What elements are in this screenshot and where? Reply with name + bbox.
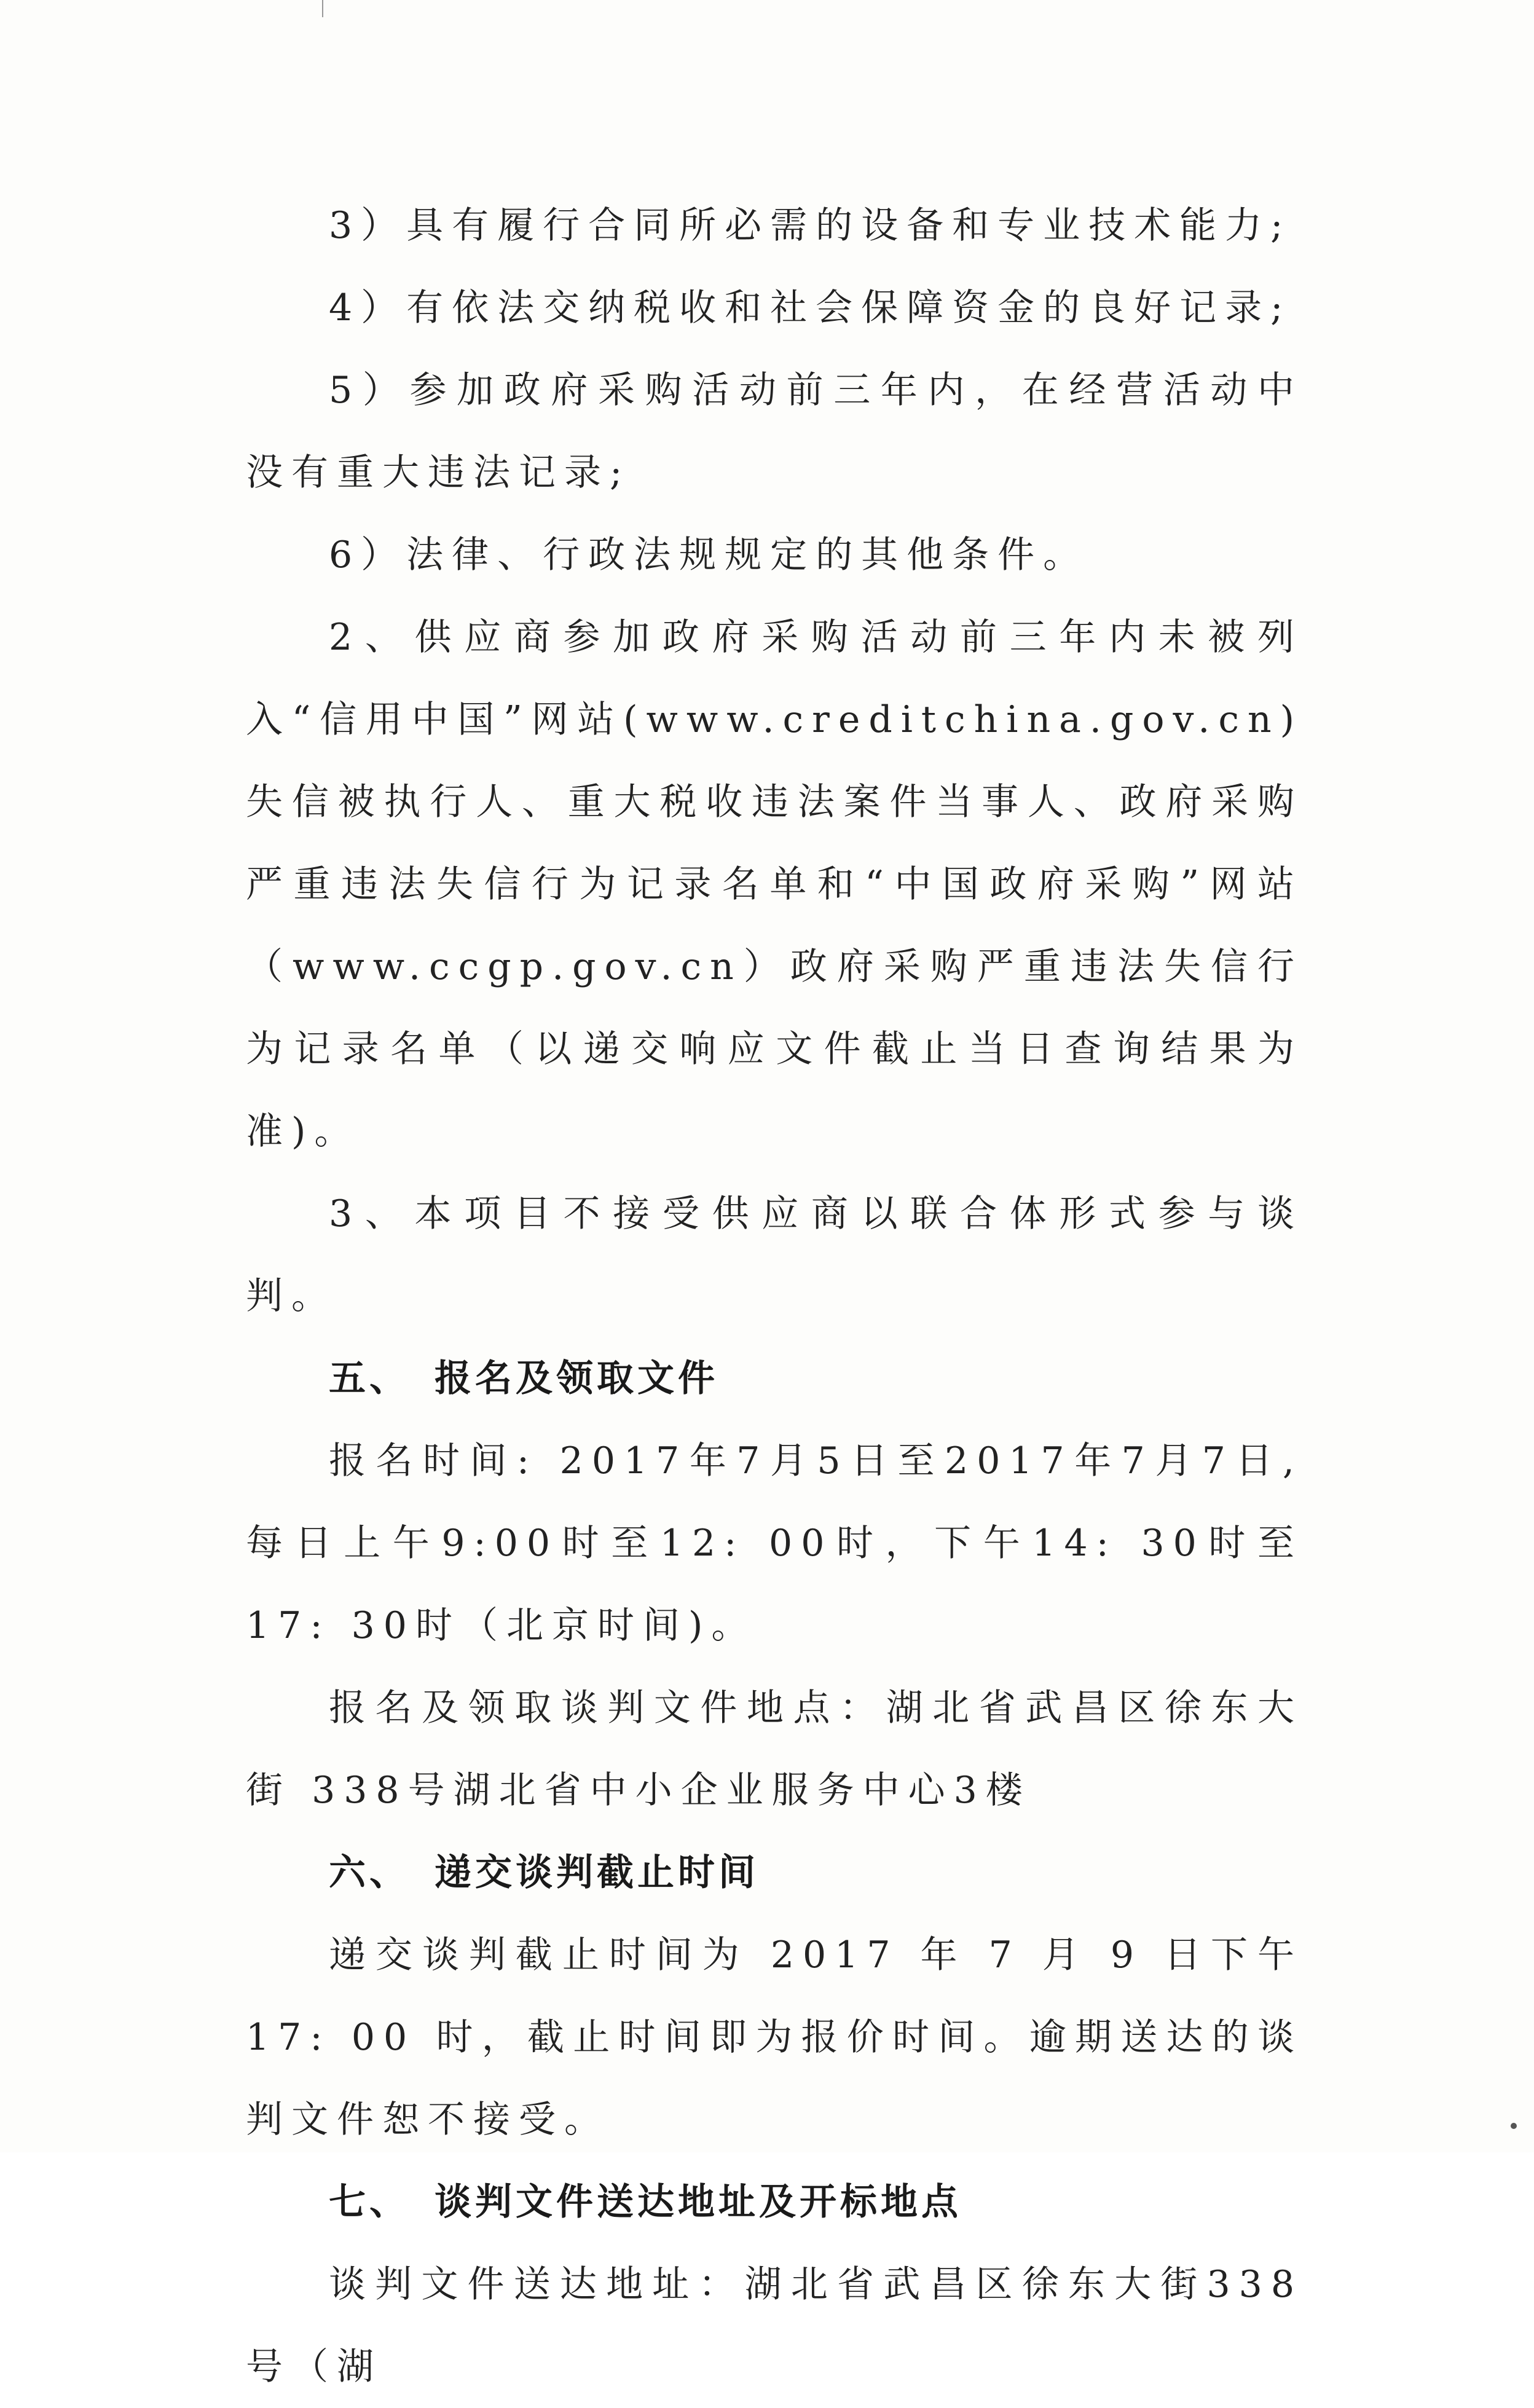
section-number: 五、	[329, 1357, 410, 1400]
clause-3-no-consortium: 3、本项目不接受供应商以联合体形式参与谈判。	[246, 1192, 1303, 1318]
section-5-heading	[246, 1337, 1303, 1420]
section-6-heading	[246, 1832, 1303, 1914]
section-title: 报名及领取文件	[435, 1357, 718, 1400]
section-title: 递交谈判截止时间	[435, 1851, 759, 1894]
clause-2-credit: 2、供应商参加政府采购活动前三年内未被列入“信用中国”网站(www.creditchina.gov.cn)失信被执行人、重大税收违法案件当事人、政府采购严重违法失信行为记录名单和“中国政府采购”网站（www.ccgp.gov.cn）政府采购严重违法失信行为记录名单（以递交响应文件截止当日查询结果为准)。	[246, 616, 1303, 1153]
document-body	[246, 184, 1303, 2408]
section-7-heading	[246, 2161, 1303, 2243]
section-number: 七、	[329, 2181, 410, 2224]
item-3-equipment: 3）具有履行合同所必需的设备和专业技术能力;	[329, 204, 1292, 247]
delivery-address: 谈判文件送达地址：湖北省武昌区徐东大街338号（湖	[246, 2263, 1303, 2388]
item-4-tax-record: 4）有依法交纳税收和社会保障资金的良好记录;	[329, 286, 1292, 329]
scan-mark	[322, 0, 323, 17]
registration-location: 报名及领取谈判文件地点：湖北省武昌区徐东大街 338号湖北省中小企业服务中心3楼	[246, 1686, 1303, 1812]
submission-deadline: 递交谈判截止时间为 2017 年 7 月 9 日下午 17: 00 时，截止时间即为报价时间。逾期送达的谈判文件恕不接受。	[246, 1934, 1303, 2141]
registration-time: 报名时间: 2017年7月5日至2017年7月7日,每日上午9:00时至12: 00时，下午14: 30时至17: 30时（北京时间)。	[246, 1439, 1303, 1647]
item-5-no-violation: 5）参加政府采购活动前三年内，在经营活动中没有重大违法记录;	[246, 369, 1303, 494]
item-6-other-conditions: 6）法律、行政法规规定的其他条件。	[329, 533, 1089, 576]
section-title: 谈判文件送达地址及开标地点	[435, 2181, 962, 2224]
scan-mark	[1511, 2123, 1517, 2129]
section-number: 六、	[329, 1851, 410, 1894]
